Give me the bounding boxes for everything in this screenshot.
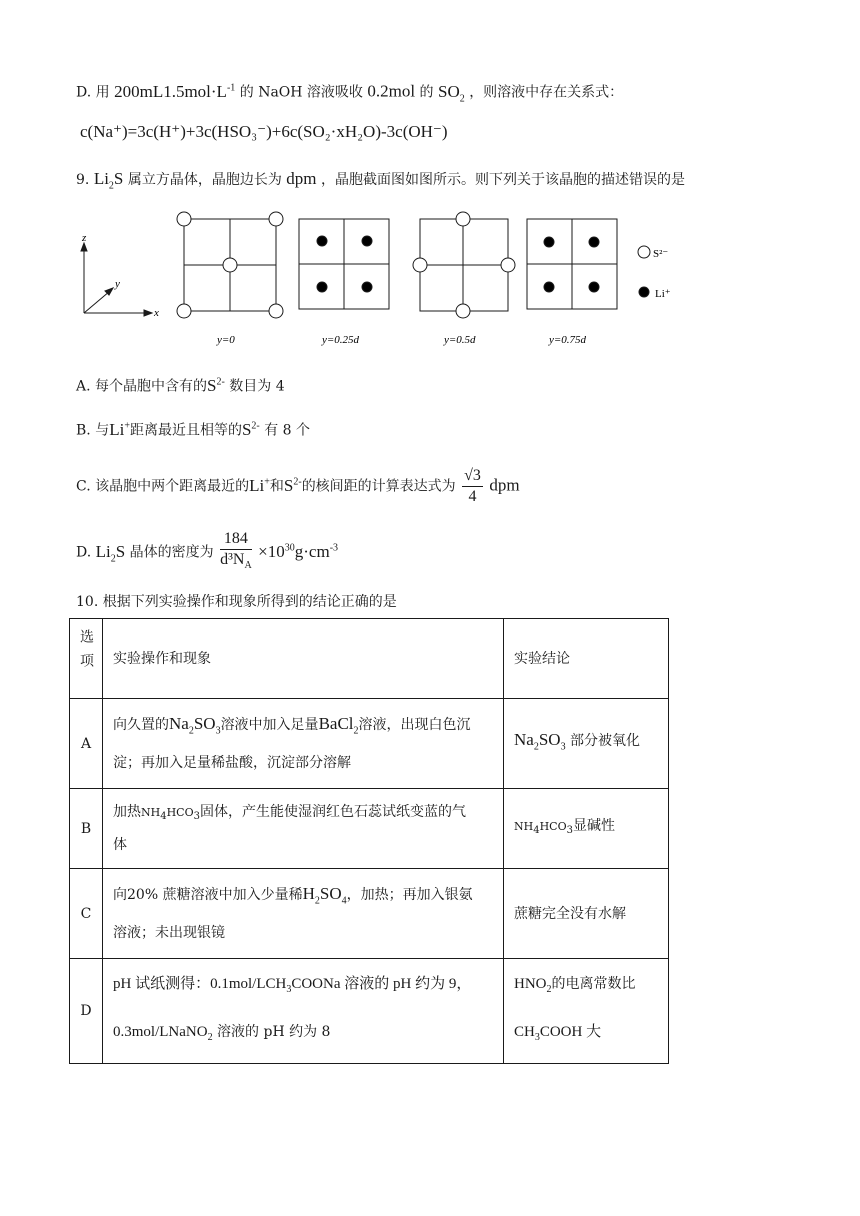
panel-label-3: y=0.5d — [444, 334, 476, 346]
li-ion — [362, 236, 372, 246]
s2-ion — [269, 212, 283, 226]
z-axis-label: z — [82, 232, 87, 244]
header-conclusion: 实验结论 — [504, 619, 669, 699]
table-row: B 加热$NH_4HCO_3$固体，产生能使湿润红色石蕊试纸变蓝的气 体 $NH_4HCO_3$显碱性 — [70, 789, 669, 869]
panel-label-2: y=0.25d — [322, 334, 360, 346]
s2-ion — [501, 258, 515, 272]
s2-ion — [177, 212, 191, 226]
li-ion — [544, 282, 554, 292]
q8-option-d: D. 用 $200mL1.5mol\cdot L^{-1}$ 的 NaOH 溶液吸收 0.2mol 的 $SO_2$ ，则溶液中存在关系式： — [76, 81, 624, 105]
legend-s2-label: S²⁻ — [653, 248, 669, 260]
table-row: A 向久置的$Na_2SO_3$溶液中加入足量BaCl$_2$溶液，出现白色沉 淀；再加入足量稀盐酸，沉淀部分溶解 $Na_2SO_3$ 部分被氧化 — [70, 699, 669, 789]
panel-label-4: y=0.75d — [549, 334, 587, 346]
legend-li-label: Li⁺ — [655, 288, 671, 300]
panel-y05 — [413, 212, 515, 318]
s2-ion — [413, 258, 427, 272]
s2-ion — [223, 258, 237, 272]
panel-label-1: y=0 — [217, 334, 235, 346]
q9-option-d: D. $Li_2S$ 晶体的密度为 $\frac{184}{d^3N_A}$ $\times 10^{30}g\cdot cm^{-3}$ — [76, 526, 338, 581]
li-ion — [544, 237, 554, 247]
header-option: 选项 — [70, 619, 103, 699]
fraction: $\frac{184}{d^3N_A}$ — [220, 530, 252, 572]
s2-ion — [269, 304, 283, 318]
q10-stem: 10. 根据下列实验操作和现象所得到的结论正确的是 — [76, 594, 397, 610]
panel-y0 — [177, 212, 283, 318]
li-ion — [362, 282, 372, 292]
q9-option-c: C. 该晶胞中两个距离最近的Li+和$S^{2-}$的核间距的计算表达式为 $\frac{√3}{4}$ dpm — [76, 467, 520, 506]
li-ion — [317, 236, 327, 246]
question-number: 9. — [76, 172, 90, 188]
panel-y075 — [527, 219, 617, 309]
s2-ion — [177, 304, 191, 318]
legend-open-circle-icon — [638, 246, 650, 258]
s2-ion — [456, 212, 470, 226]
q8-equation: c(Na⁺)=3c(H⁺)+3c(HSO₃⁻)+6c(SO₂·xH₂O)-3c(OH⁻) — [80, 122, 448, 141]
q9-option-b: B. 与Li+距离最近且相等的$S^{2-}$ 有 8 个 — [76, 419, 311, 439]
x-axis-label: x — [154, 307, 159, 319]
option-label: D. — [76, 84, 92, 101]
legend — [638, 246, 650, 297]
s2-ion — [456, 304, 470, 318]
panel-y025 — [299, 219, 389, 309]
legend-filled-circle-icon — [639, 287, 649, 297]
crystal-section-diagram — [0, 205, 860, 355]
li-ion — [589, 282, 599, 292]
li-ion — [589, 237, 599, 247]
table-header-row — [70, 619, 669, 699]
table-row: D pH 试纸测得：$0.1mol/LCH_3COONa$ 溶液的 pH 约为 9， 0.3mol/LNaNO$_2$ 溶液的 pH 约为 8 $HNO_2$的电离常数比 $CH_3COOH$ 大 — [70, 959, 669, 1064]
q9-option-a: A. 每个晶胞中含有的$S^{2-}$ 数目为 4 — [76, 375, 285, 395]
fraction: $\frac{√3}{4}$ — [464, 467, 481, 506]
table-row: C 向20% 蔗糖溶液中加入少量稀$H_2SO_4$，加热；再加入银氨 溶液；未出现银镜 蔗糖完全没有水解 — [70, 869, 669, 959]
y-axis-label: y — [115, 278, 120, 290]
experiment-table — [69, 618, 669, 1064]
li-ion — [317, 282, 327, 292]
q9-stem: 9. $Li_2S$ 属立方晶体，晶胞边长为 dpm ，晶胞截面图如图所示。则下列关于该晶胞的描述错误的是 — [76, 169, 685, 192]
header-operation: 实验操作和现象 — [103, 619, 504, 699]
